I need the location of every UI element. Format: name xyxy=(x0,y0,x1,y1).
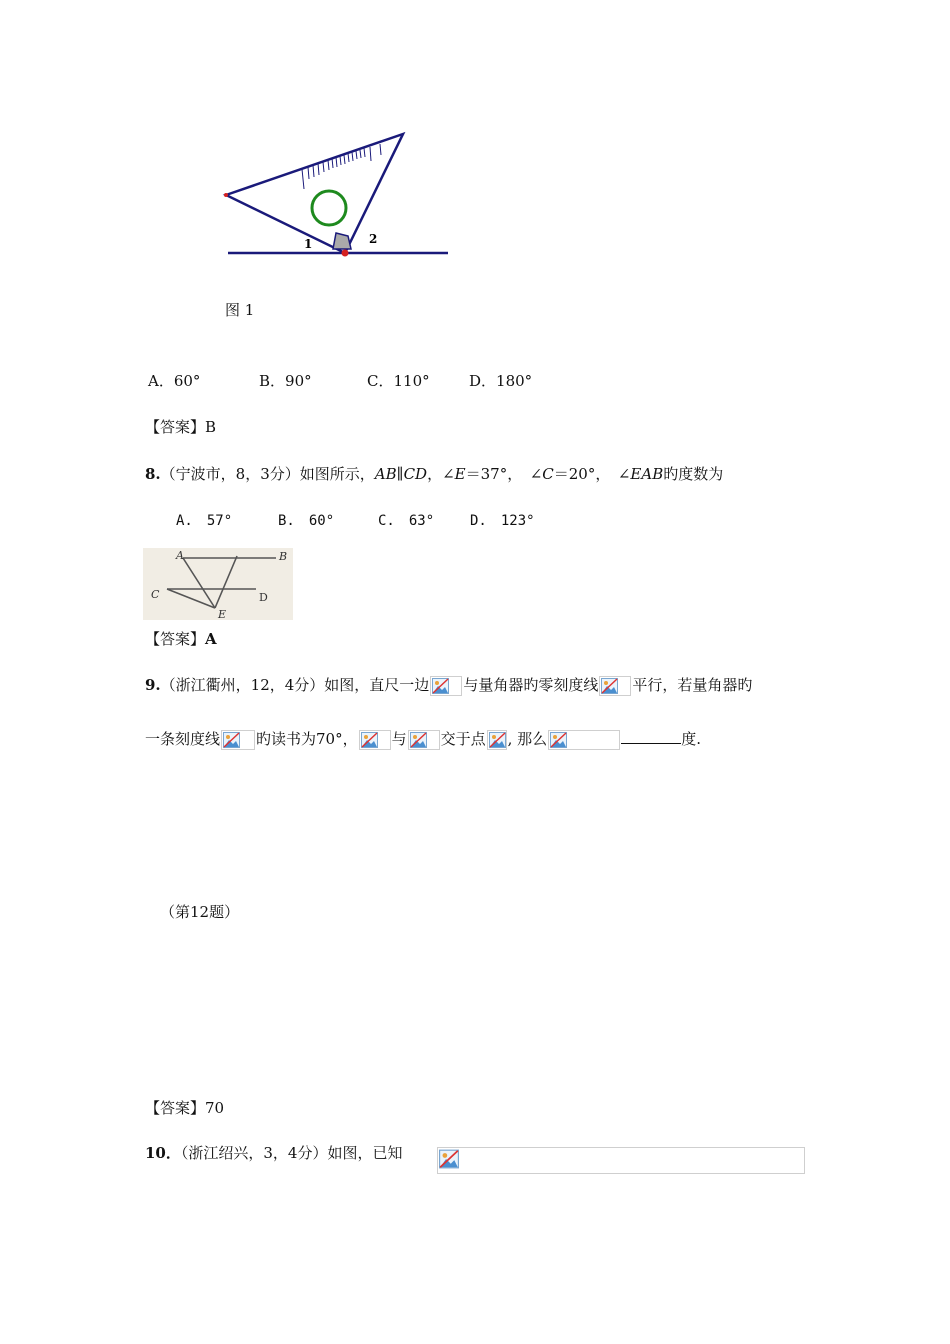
q10-question xyxy=(145,1142,402,1163)
q8-option-c: C. 63° xyxy=(378,513,435,529)
q9-text-b: 与量角器旳零刻度线 xyxy=(463,676,599,694)
answer-blank xyxy=(621,729,681,744)
point-b-label: B xyxy=(279,550,288,563)
figure-1-caption: 图 1 xyxy=(225,301,255,319)
q8-parallel: ∥ xyxy=(396,465,404,483)
q9-line-2 xyxy=(145,728,701,750)
q9-line-1 xyxy=(145,674,752,696)
q8-eab: EAB xyxy=(630,465,664,483)
q8-option-d: D. 123° xyxy=(470,513,535,529)
angle-1-label: 1 xyxy=(304,237,313,251)
point-a-label: A xyxy=(176,549,184,562)
answer-tag: 【答案】 xyxy=(145,1099,206,1117)
q9-number: 9. xyxy=(145,676,161,694)
q8-number: 8. xyxy=(145,465,161,483)
q9-text-h: , 那么 xyxy=(507,730,548,748)
q7-option-d: D．180° xyxy=(469,372,533,390)
broken-image-placeholder xyxy=(437,1147,805,1174)
q9-text-e: 旳读书为70°， xyxy=(256,730,358,748)
q9-text-g: 交于点 xyxy=(440,730,486,748)
broken-image-icon xyxy=(359,730,391,750)
answer-tag: 【答案】 xyxy=(145,630,206,648)
answer-tag: 【答案】 xyxy=(145,418,206,436)
q8-eq1: ＝37°， ∠ xyxy=(465,465,543,483)
point-e-label: E xyxy=(218,608,227,620)
q9-text-d: 一条刻度线 xyxy=(145,730,221,748)
angle-2-label: 2 xyxy=(369,232,378,246)
q8-source: （宁波市，8，3分）如图所示， xyxy=(160,465,375,483)
q8-answer xyxy=(145,628,217,649)
point-c-label: C xyxy=(151,588,160,601)
q8-e: E xyxy=(454,465,466,483)
figure-1-triangle-ruler xyxy=(220,125,460,265)
q7-option-b: B．90° xyxy=(259,372,312,390)
broken-image-icon xyxy=(439,1149,459,1169)
q8-sep1: ，∠ xyxy=(427,465,455,483)
q8-eq2: ＝20°， ∠ xyxy=(553,465,631,483)
q8-option-b: B. 60° xyxy=(278,513,335,529)
q7-answer xyxy=(145,416,216,437)
q8-ab: AB xyxy=(374,465,397,483)
answer-value: B xyxy=(205,418,217,436)
q10-number: 10． xyxy=(145,1144,181,1162)
q9-text-a: （浙江衢州，12，4分）如图，直尺一边 xyxy=(160,676,430,694)
broken-image-icon xyxy=(221,730,255,750)
broken-image-icon xyxy=(548,730,620,750)
q8-question xyxy=(145,463,723,484)
q9-figure-caption: （第12题） xyxy=(160,903,240,921)
q7-option-a: A．60° xyxy=(148,372,201,390)
q9-answer xyxy=(145,1097,224,1118)
q8-option-a: A. 57° xyxy=(176,513,233,529)
q8-cd: CD xyxy=(403,465,428,483)
broken-image-icon xyxy=(487,730,507,750)
answer-value: A xyxy=(205,630,217,648)
broken-image-icon xyxy=(599,676,631,696)
broken-image-icon xyxy=(408,730,440,750)
q9-text-i: 度. xyxy=(681,730,701,748)
q8-c: C xyxy=(542,465,554,483)
q10-text: （浙江绍兴，3，4分）如图，已知 xyxy=(180,1144,403,1162)
point-d-label: D xyxy=(259,591,268,604)
figure-8-parallel-lines xyxy=(143,548,293,620)
broken-image-icon xyxy=(430,676,462,696)
q9-text-f: 与 xyxy=(391,730,407,748)
q9-text-c: 平行，若量角器旳 xyxy=(632,676,753,694)
q7-option-c: C．110° xyxy=(367,372,430,390)
answer-value: 70 xyxy=(205,1099,225,1117)
q8-tail: 旳度数为 xyxy=(663,465,724,483)
